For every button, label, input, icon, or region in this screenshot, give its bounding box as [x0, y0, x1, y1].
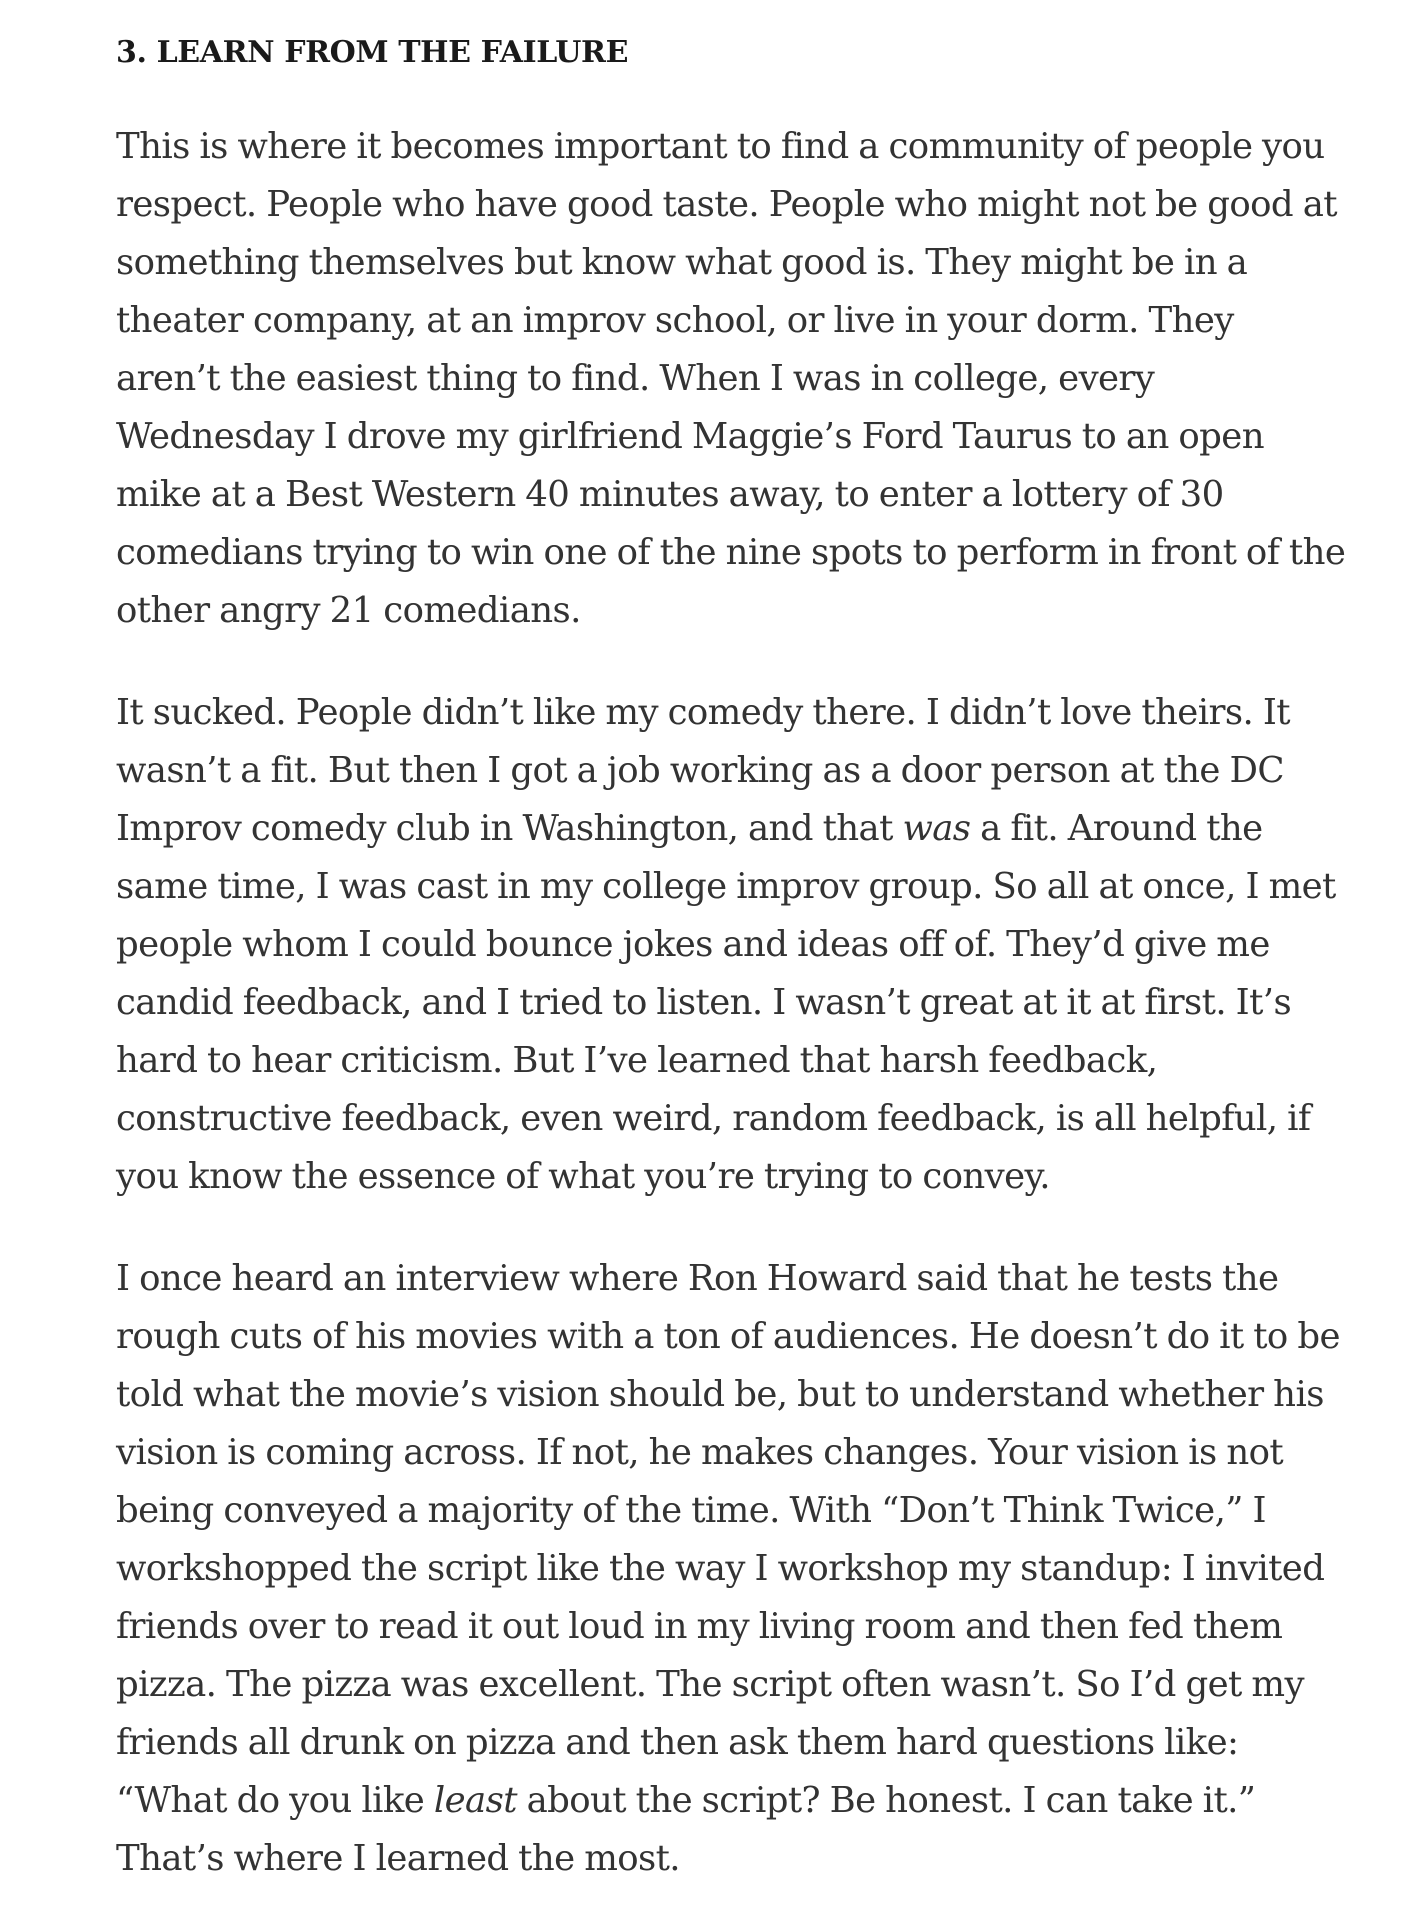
paragraph-line-with-emphasis: [116, 800, 1346, 858]
paragraph-line: being conveyed a majority of the time. With “Don’t Think Twice,” I: [116, 1490, 1266, 1531]
paragraph-line: friends all drunk on pizza and then ask them hard questions like:: [116, 1722, 1239, 1763]
paragraph-line: respect. People who have good taste. People who might not be good at: [116, 184, 1337, 225]
paragraph-line: same time, I was cast in my college improv group. So all at once, I met: [116, 866, 1336, 907]
paragraph-line: workshopped the script like the way I workshop my standup: I invited: [116, 1548, 1325, 1589]
text-run: about the script? Be honest. I can take it.”: [516, 1780, 1256, 1821]
article-body: [116, 28, 1346, 1888]
paragraph-line: people whom I could bounce jokes and ideas off of. They’d give me: [116, 924, 1270, 965]
paragraph-line: comedians trying to win one of the nine spots to perform in front of the: [116, 532, 1346, 573]
paragraph-it-sucked: [116, 684, 1346, 1206]
paragraph-line: wasn’t a fit. But then I got a job working as a door person at the DC: [116, 750, 1284, 791]
paragraph-line: candid feedback, and I tried to listen. I wasn’t great at it at first. It’s: [116, 982, 1292, 1023]
paragraph-line: theater company, at an improv school, or live in your dorm. They: [116, 300, 1234, 341]
paragraph-line: aren’t the easiest thing to find. When I was in college, every: [116, 358, 1155, 399]
paragraph-line: Wednesday I drove my girlfriend Maggie’s Ford Taurus to an open: [116, 416, 1264, 457]
paragraph-line: rough cuts of his movies with a ton of audiences. He doesn’t do it to be: [116, 1316, 1340, 1357]
paragraph-line: constructive feedback, even weird, random feedback, is all helpful, if: [116, 1098, 1311, 1139]
paragraph-line: pizza. The pizza was excellent. The script often wasn’t. So I’d get my: [116, 1664, 1304, 1705]
paragraph-ron-howard: [116, 1250, 1346, 1888]
emphasis-text: least: [433, 1780, 517, 1821]
paragraph-line: mike at a Best Western 40 minutes away, to enter a lottery of 30: [116, 474, 1224, 515]
text-run: Improv comedy club in Washington, and that: [116, 808, 903, 849]
section-heading: 3. LEARN FROM THE FAILURE: [116, 35, 629, 70]
text-run: a fit. Around the: [970, 808, 1263, 849]
paragraph-line: other angry 21 comedians.: [116, 590, 581, 631]
paragraph-line: hard to hear criticism. But I’ve learned that harsh feedback,: [116, 1040, 1158, 1081]
text-run: “What do you like: [116, 1780, 434, 1821]
paragraph-line: friends over to read it out loud in my living room and then fed them: [116, 1606, 1283, 1647]
emphasis-text: was: [902, 808, 971, 849]
paragraph-line: told what the movie’s vision should be, but to understand whether his: [116, 1374, 1324, 1415]
paragraph-line: That’s where I learned the most.: [116, 1838, 680, 1879]
paragraph-line: I once heard an interview where Ron Howard said that he tests the: [116, 1258, 1279, 1299]
paragraph-community: [116, 118, 1346, 640]
paragraph-line: you know the essence of what you’re trying to convey.: [116, 1156, 1050, 1197]
paragraph-line: vision is coming across. If not, he makes changes. Your vision is not: [116, 1432, 1284, 1473]
paragraph-line: It sucked. People didn’t like my comedy there. I didn’t love theirs. It: [116, 692, 1290, 733]
paragraph-line-with-emphasis: [116, 1772, 1346, 1830]
paragraph-line: This is where it becomes important to find a community of people you: [116, 126, 1325, 167]
paragraph-line: something themselves but know what good is. They might be in a: [116, 242, 1248, 283]
